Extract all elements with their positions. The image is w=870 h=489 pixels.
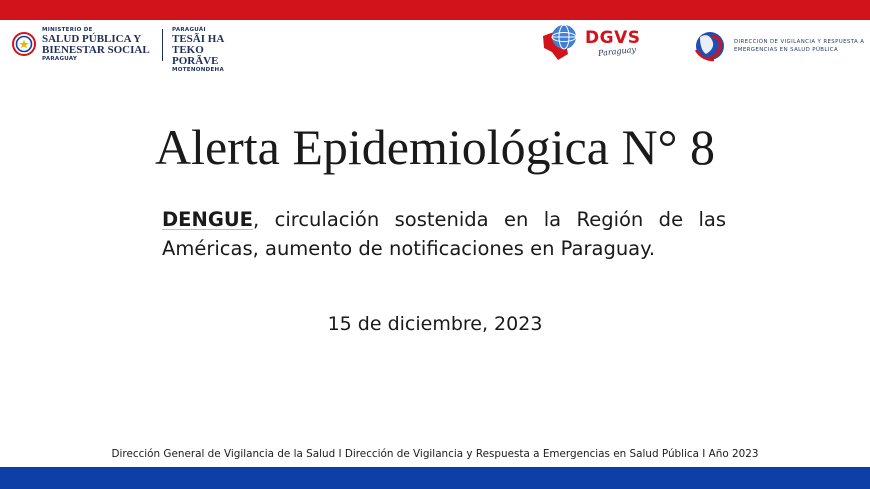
ministerio-line1: MINISTERIO DE: [42, 27, 93, 33]
dgvs-title: DGVS: [585, 28, 641, 48]
dgvs-logo: [540, 22, 652, 64]
dvr-logo: [690, 28, 865, 64]
document-subtitle: [162, 205, 726, 263]
dvr-line2: EMERGENCIAS EN SALUD PÚBLICA: [734, 47, 839, 53]
ministerio-name: [42, 27, 150, 63]
guarani-line3: PORÃVE: [172, 55, 219, 67]
document-title: Alerta Epidemiológica N° 8: [154, 119, 716, 175]
footer-credits: Dirección General de Vigilancia de la Salud I Dirección de Vigilancia y Respuesta a Emergencias en Salud Pública I Año 2023: [111, 448, 759, 460]
dgvs-globe-icon: [540, 22, 584, 64]
guarani-line4: MOTENONDEHA: [172, 67, 225, 73]
dgvs-subtitle: Paraguay: [597, 45, 637, 58]
bottom-blue-band: [0, 467, 870, 489]
subtitle-keyword: DENGUE: [162, 208, 253, 231]
dvr-name: [734, 38, 864, 54]
ministerio-divider: [162, 29, 163, 61]
dvr-line1: DIRECCIÓN DE VIGILANCIA Y RESPUESTA A: [734, 39, 865, 45]
guarani-line1: PARAGUÁI: [172, 27, 206, 33]
ministerio-guarani-name: [172, 27, 252, 74]
guarani-line2: TESÃI HA TEKO: [172, 33, 224, 56]
document-date: 15 de diciembre, 2023: [327, 313, 543, 335]
dvr-emblem-icon: [690, 28, 730, 64]
ministerio-line4: PARAGUAY: [42, 56, 78, 62]
ministerio-line3: BIENESTAR SOCIAL: [42, 44, 150, 56]
paraguay-seal-icon: [12, 32, 36, 56]
subtitle-text: , circulación sostenida en la Región de las Américas, aumento de notificaciones en Paraguay.: [162, 208, 726, 260]
top-red-band: [0, 0, 870, 20]
ministerio-line2: SALUD PÚBLICA Y: [42, 33, 142, 45]
ministerio-logo: [12, 27, 252, 73]
